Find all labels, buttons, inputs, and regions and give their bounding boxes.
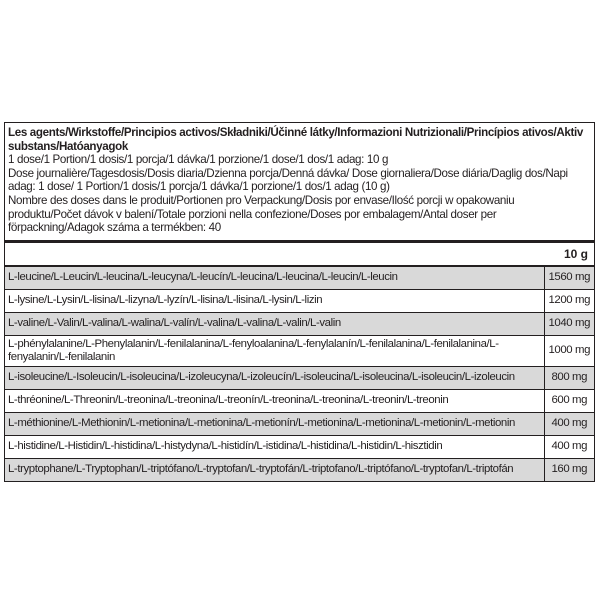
ingredient-amount: 1040 mg — [544, 312, 594, 335]
table-row — [5, 412, 594, 435]
ingredient-name: L-lysine/L-Lysin/L-lisina/L-lizyna/L-lyzín/L-lisina/L-lisina/L-lysin/L-lizin — [5, 289, 544, 312]
ingredient-amount: 1560 mg — [544, 266, 594, 290]
table-row — [5, 312, 594, 335]
ingredient-column-header — [5, 243, 544, 266]
ingredient-name: L-isoleucine/L-Isoleucin/L-isoleucina/L-izoleucyna/L-izoleucín/L-isoleucina/L-isoleucina/L-isoleucin/L-izoleucin — [5, 366, 544, 389]
supplement-facts-label — [4, 122, 595, 482]
daily-dose-text: Dose journalière/Tagesdosis/Dosis diaria/Dzienna porcja/Denná dávka/ Dose giornaliera/Dose diária/Daglig dos/Napi adag: 1 dose/ 1 Portion/1 dosis/1 porcja/1 dávka/1 porzione/1 dos/1 adag (10 g) — [8, 166, 568, 194]
ingredient-amount: 400 mg — [544, 435, 594, 458]
ingredient-amount: 400 mg — [544, 412, 594, 435]
table-row — [5, 335, 594, 366]
table-header-row — [5, 243, 594, 266]
ingredient-name: L-méthionine/L-Methionin/L-metionina/L-metionina/L-metionín/L-metionina/L-metionina/L-metionin/L-metionin — [5, 412, 544, 435]
table-row — [5, 458, 594, 481]
amount-column-header: 10 g — [544, 243, 594, 266]
ingredient-name: L-valine/L-Valin/L-valina/L-walina/L-valín/L-valina/L-valina/L-valin/L-valin — [5, 312, 544, 335]
table-row — [5, 435, 594, 458]
ingredient-name: L-phénylalanine/L-Phenylalanin/L-fenilalanina/L-fenyloalanina/L-fenylalanín/L-fenilalanina/L-fenilalanina/L-fenyalanin/L-fenilalanin — [5, 335, 544, 366]
ingredient-amount: 1000 mg — [544, 335, 594, 366]
ingredient-name: L-thréonine/L-Threonin/L-treonina/L-treonina/L-treonín/L-treonina/L-treonina/L-treonin/L-treonin — [5, 389, 544, 412]
ingredient-amount: 160 mg — [544, 458, 594, 481]
ingredient-amount: 800 mg — [544, 366, 594, 389]
table-row — [5, 289, 594, 312]
ingredient-amount: 600 mg — [544, 389, 594, 412]
label-intro — [5, 123, 594, 237]
ingredient-name: L-tryptophane/L-Tryptophan/L-triptófano/L-tryptofan/L-tryptofán/L-triptofano/L-triptófano/L-tryptofan/L-triptofán — [5, 458, 544, 481]
table-row — [5, 366, 594, 389]
ingredient-name: L-leucine/L-Leucin/L-leucina/L-leucyna/L-leucín/L-leucina/L-leucina/L-leucin/L-leucin — [5, 266, 544, 290]
table-row — [5, 266, 594, 290]
serving-size-text: 1 dose/1 Portion/1 dosis/1 porcja/1 dávka/1 porzione/1 dose/1 dos/1 adag: 10 g — [8, 153, 389, 167]
amino-acid-table — [5, 243, 594, 481]
active-ingredients-heading: Les agents/Wirkstoffe/Principios activos/Składniki/Účinné látky/Informazioni Nutrizionali/Princípios ativos/Aktiv substans/Hatóanyagok — [8, 126, 583, 153]
servings-per-pack-text: Nombre des doses dans le produit/Portionen pro Verpackung/Dosis por envase/Ilość porcji w opakowaniu produktu/Počet dávok v balení/Totale porzioni nella confezione/Doses por embalagem/Antal doser per förpackning/Adagok száma a termékben: 40 — [8, 193, 515, 235]
ingredient-name: L-histidine/L-Histidin/L-histidina/L-histydyna/L-histidín/L-istidina/L-histidina/L-histidin/L-hisztidin — [5, 435, 544, 458]
ingredient-amount: 1200 mg — [544, 289, 594, 312]
table-row — [5, 389, 594, 412]
